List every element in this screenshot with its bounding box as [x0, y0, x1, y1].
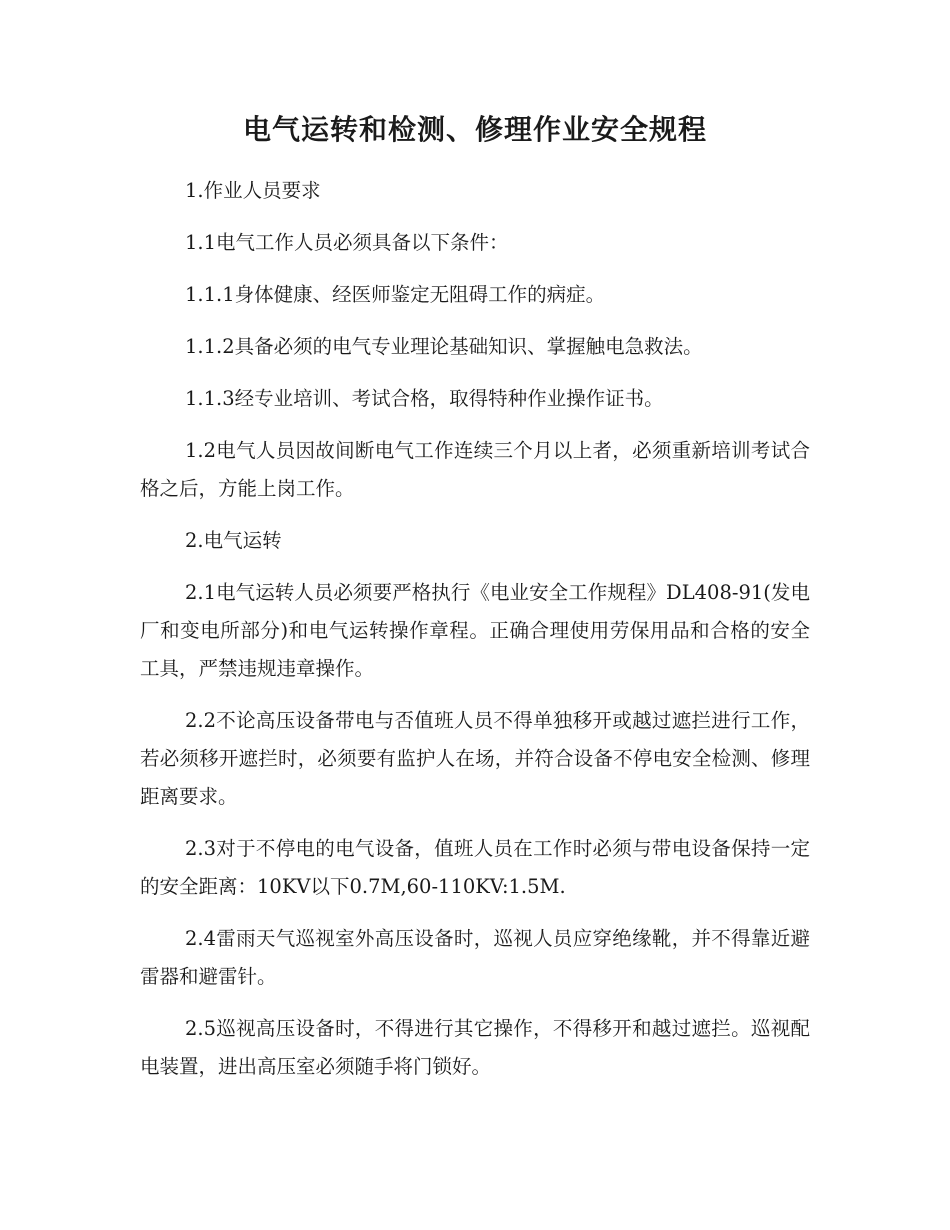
paragraph-2-4: 2.4雷雨天气巡视室外高压设备时，巡视人员应穿绝缘靴，并不得靠近避雷器和避雷针。 [140, 927, 810, 988]
paragraph-1-1: 1.1电气工作人员必须具备以下条件： [185, 231, 509, 254]
paragraph-1-1-2: 1.1.2具备必须的电气专业理论基础知识、掌握触电急救法。 [185, 335, 703, 358]
paragraph-1-1-3: 1.1.3经专业培训、考试合格，取得特种作业操作证书。 [185, 387, 664, 410]
paragraph-2-1: 2.1电气运转人员必须要严格执行《电业安全工作规程》DL408-91(发电厂和变电所部分)和电气运转操作章程。正确合理使用劳保用品和合格的安全工具，严禁违规违章操作。 [140, 581, 810, 680]
document-page [140, 108, 810, 1100]
paragraph-2: 2.电气运转 [185, 529, 282, 552]
paragraph-1-1-1: 1.1.1身体健康、经医师鉴定无阻碍工作的病症。 [185, 283, 606, 306]
paragraph-1-2: 1.2电气人员因故间断电气工作连续三个月以上者，必须重新培训考试合格之后，方能上岗工作。 [140, 439, 810, 500]
document-title: 电气运转和检测、修理作业安全规程 [242, 113, 707, 146]
paragraph-2-5: 2.5巡视高压设备时，不得进行其它操作，不得移开和越过遮拦。巡视配电装置，进出高压室必须随手将门锁好。 [140, 1017, 810, 1078]
paragraph-2-3: 2.3对于不停电的电气设备，值班人员在工作时必须与带电设备保持一定的安全距离：10KV以下0.7M,60-110KV:1.5M. [140, 837, 810, 898]
paragraph-1: 1.作业人员要求 [185, 179, 321, 202]
paragraph-2-2: 2.2不论高压设备带电与否值班人员不得单独移开或越过遮拦进行工作，若必须移开遮拦时，必须要有监护人在场，并符合设备不停电安全检测、修理距离要求。 [140, 709, 810, 808]
